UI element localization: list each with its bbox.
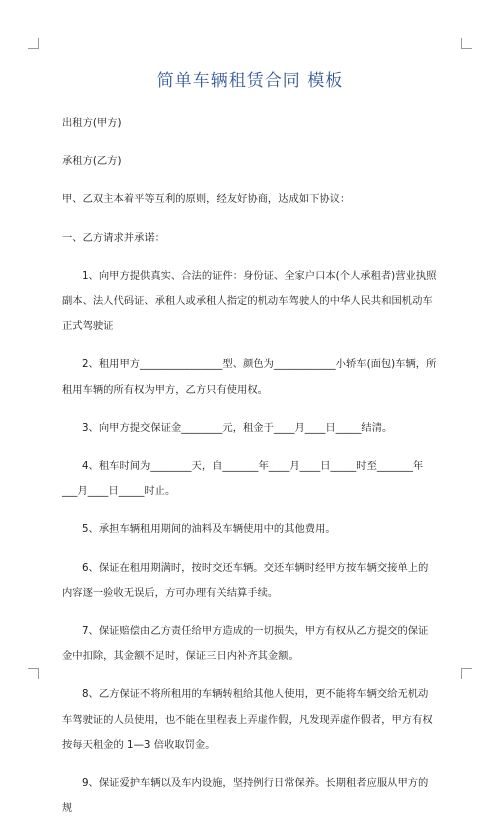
clause-7: 7、保证赔偿由乙方责任给甲方造成的一切损失，甲方有权从乙方提交的保证金中扣除，其金额不足时，保证三日内补齐其金额。 bbox=[62, 625, 429, 663]
crop-mark-top-right bbox=[461, 38, 472, 49]
crop-mark-bottom-right bbox=[461, 668, 472, 679]
clause-5: 5、承担车辆租用期间的油料及车辆使用中的其他费用。 bbox=[82, 523, 336, 536]
section-heading: 一、乙方请求并承诺： bbox=[62, 231, 165, 244]
crop-mark-bottom-left bbox=[28, 668, 39, 679]
clause-9: 9、保证爱护车辆以及车内设施，坚持例行日常保养。长期租者应服从甲方的规 bbox=[62, 777, 429, 815]
clause-3: 3、向甲方提交保证金________元，租金于____月____日_____结清。 bbox=[82, 421, 393, 434]
clause-6: 6、保证在租用期满时，按时交还车辆。交还车辆时经甲方按车辆交接单上的内容逐一验收无误后，方可办理有关结算手续。 bbox=[62, 561, 429, 599]
clause-1: 1、向甲方提供真实、合法的证件：身份证、全家户口本(个人承租者)营业执照副本、法人代码证、承租人或承租人指定的机动车驾驶人的中华人民共和国机动车正式驾驶证 bbox=[62, 269, 437, 333]
lessor-line: 出租方(甲方) bbox=[62, 117, 122, 129]
document-title: 简单车辆租赁合同 模板 bbox=[156, 71, 344, 91]
lessee-line: 承租方(乙方) bbox=[62, 155, 122, 168]
clause-2: 2、租用甲方________________型、颜色为____________小轿车(面包)车辆，所租用车辆的所有权为甲方，乙方只有使用权。 bbox=[62, 358, 437, 396]
document-body bbox=[62, 111, 438, 821]
crop-mark-top-left bbox=[28, 38, 39, 49]
preamble: 甲、乙双主本着平等互利的原则，经友好协商，达成如下协议： bbox=[62, 193, 351, 206]
clause-4: 4、租车时间为________天，自_______年____月____日_____时至_______年___月____日_____时止。 bbox=[62, 460, 424, 498]
clause-8: 8、乙方保证不将所租用的车辆转租给其他人使用，更不能将车辆交给无机动车驾驶证的人员使用，也不能在里程表上弄虚作假，凡发现弄虚作假者，甲方有权按每天租金的 1—3 倍收取罚金。 bbox=[62, 688, 433, 751]
